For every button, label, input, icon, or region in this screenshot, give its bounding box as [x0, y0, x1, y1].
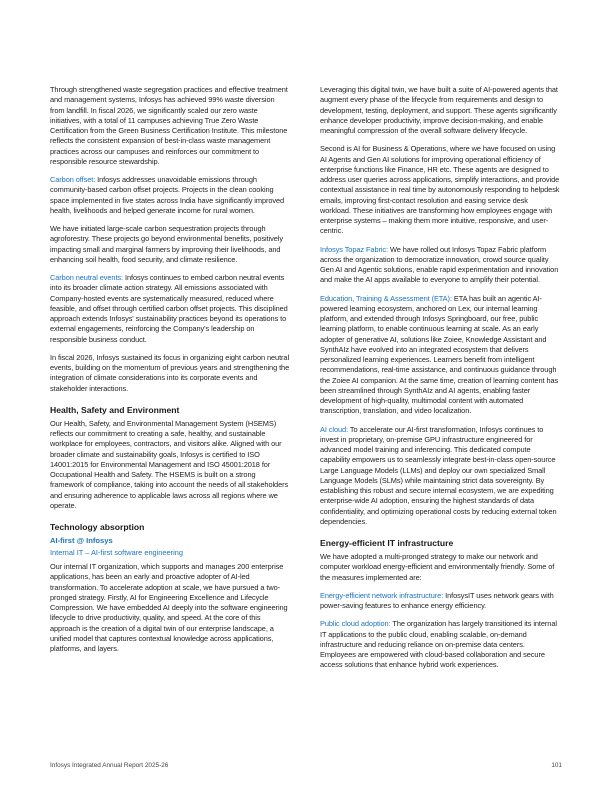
hsems-paragraph: Our Health, Safety, and Environmental Management System (HSEMS) reflects our commitment to creating a safe, healthy, and sustainable workplace for employees, contractors, and visitors alike. Aligned with our broader climate and sustainability goals, Infosys is certified to ISO 14001:2015 for Environmental Management and ISO 45001:2018 for Occupational Health and Safety. The HSEMS is built on a strong framework of compliance, taking into account the needs of all stakeholders and ensuring adherence to applicable laws across all regions where we operate.	[50, 418, 289, 510]
network-label: Energy-efficient network infrastructure:	[320, 590, 444, 600]
eta-paragraph	[320, 294, 560, 417]
business-operations-paragraph: Second is AI for Business & Operations, where we have focused on using AI Agents and Gen AI solutions for improving operational efficiency of enterprise functions like Finance, HR etc. These agents are designed to address user queries across applications, simplify interactions, and provide contextual assistance in real time by autonomously responding to helpdesk emails, improving first-contact resolution and easing service desk workload. These initiatives are transforming how employees engage with enterprise systems – making them more intuitive, responsive, and user-centric.	[320, 144, 560, 236]
energy-intro-paragraph: We have adopted a multi-pronged strategy to make our network and computer workload energy-efficient and environmentally friendly. Some of the measures implemented are:	[320, 552, 555, 582]
ai-cloud-paragraph	[320, 425, 560, 528]
carbon-offset-paragraph	[50, 175, 290, 216]
public-cloud-label: Public cloud adoption:	[320, 619, 391, 629]
network-text: InfosysIT uses network gears with power-saving features to enhance energy efficiency.	[320, 590, 554, 610]
page-footer	[50, 762, 562, 769]
energy-efficient-heading: Energy-efficient IT infrastructure	[320, 538, 454, 548]
carbon-neutral-paragraph	[50, 273, 290, 345]
page-number: 101	[551, 762, 562, 769]
topaz-label: Infosys Topaz Fabric:	[320, 244, 389, 254]
eta-text: ETA has built an agentic AI-powered learning ecosystem, anchored on Lex, our internal learning platform, and extended through Infosys Springboard, our free, public learning platform, to enable continuous learning at scale. As an early adopter of generative AI, solutions like Zoiee, Knowledge Assistant and SynthAIz have evolved into an integrated ecosystem that delivers personalized learning experiences. Learners benefit from intelligent recommendations, real-time assistance, and continuous guidance through the Zoiee AI companion. At the same time, creation of learning content has been streamlined through SynthAIz and AI agents, enabling faster development of high-quality, multimodal content with automated transcription, translation, and video localization.	[320, 293, 559, 416]
eta-label: Education, Training & Assessment (ETA):	[320, 293, 452, 303]
carbon-offset-label: Carbon offset:	[50, 175, 96, 184]
public-cloud-text: The organization has largely transitioned its internal IT applications to the public cloud, enabling scalable, on-demand infrastructure and reducing reliance on on-premise data centers. Employees are empowered with cloud-based collaboration and secure access solutions that enhance hybrid work experiences.	[320, 619, 557, 670]
health-safety-heading: Health, Safety and Environment	[50, 404, 180, 415]
internal-it-subheading: Internal IT – AI-first software engineering	[50, 548, 183, 557]
report-title: Infosys Integrated Annual Report 2025-26	[50, 762, 169, 769]
digital-twin-paragraph: Leveraging this digital twin, we have built a suite of AI-powered agents that augment every phase of the lifecycle from requirements and design to development, testing, deployment, and support. These agents significantly enhance developer productivity, improve decision-making, and enable meaningful compression of the overall software delivery lifecycle.	[320, 85, 558, 135]
topaz-paragraph	[320, 245, 560, 286]
ai-cloud-label: AI cloud:	[320, 424, 349, 434]
network-paragraph	[320, 591, 560, 612]
internal-it-paragraph: Our internal IT organization, which supports and manages 200 enterprise applications, has been an early and proactive adopter of AI-led transformation. To accelerate adoption at scale, we have pursued a two-pronged strategy. Firstly, AI for Engineering Excellence and Lifecycle Compression. We have embedded AI deeply into the software engineering lifecycle to drive productivity, quality, and speed. At the core of this approach is the creation of a digital twin of our enterprise landscape, a unified model that captures contextual knowledge across applications, platforms, and layers.	[50, 562, 288, 653]
carbon-neutral-text: Infosys continues to embed carbon neutral events into its broader climate action strategy. All emissions associated with Company-hosted events are systematically measured, reduced where feasible, and offset through certified carbon offset projects. This disciplined approach extends Infosys' sustainability practices beyond its operations to external engagements, reinforcing the Company's leadership on responsible business conduct.	[50, 273, 288, 344]
carbon-neutral-label: Carbon neutral events:	[50, 273, 124, 282]
carbon-offset-text: Infosys addresses unavoidable emissions through community-based carbon offset projects. Projects in the clean cooking space implemented in five states across India have significantly improved health, livelihoods and helped generate income for rural women.	[50, 175, 285, 215]
neutral-events-paragraph: In fiscal 2026, Infosys sustained its focus in organizing eight carbon neutral events, building on the momentum of previous years and strengthening the integration of climate considerations into its corporate events and stakeholder interactions.	[50, 352, 290, 393]
ai-first-subheading: AI-first @ Infosys	[50, 536, 113, 545]
sequestration-paragraph: We have initiated large-scale carbon sequestration projects through agroforestry. These projects go beyond environmental benefits, positively impacting small and marginal farmers by improving their livelihoods, and enhancing soil health, food security, and climate resilience.	[50, 224, 283, 264]
ai-cloud-text: To accelerate our AI-first transformation, Infosys continues to invest in proprietary, on-premise GPU infrastructure engineered for advanced model training and inferencing. This dedicated compute capability empowers us to seamlessly integrate best-in-class open-source Large Language Models (LLMs) and deploy our own specialized Small Language Models (SLMs) while maintaining strict data sovereignty. By establishing this robust and secure internal ecosystem, we are expediting enterprise-wide AI adoption, ensuring the highest standards of data confidentiality, and optimizing operational costs by reducing external token dependencies.	[320, 424, 557, 526]
topaz-text: We have rolled out Infosys Topaz Fabric platform across the organization to democratize innovation, crowd source quality Gen AI and Agentic solutions, enable rapid experimentation and innovation and make the AI apps available to everyone to amplify their potential.	[320, 244, 559, 285]
technology-absorption-heading: Technology absorption	[50, 522, 145, 532]
left-column	[50, 85, 290, 662]
public-cloud-paragraph	[320, 619, 560, 670]
waste-diversion-paragraph: Through strengthened waste segregation practices and effective treatment and management systems, Infosys has achieved 99% waste diversion from landfill. In fiscal 2026, we significantly scaled our zero waste initiatives, with a total of 11 campuses achieving True Zero Waste Certification from the Green Business Certification Institute. This milestone reflects the consistent expansion of best-in-class waste management practices across our campuses and reinforces our commitment to responsible resource stewardship.	[50, 85, 288, 166]
right-column	[320, 85, 560, 679]
